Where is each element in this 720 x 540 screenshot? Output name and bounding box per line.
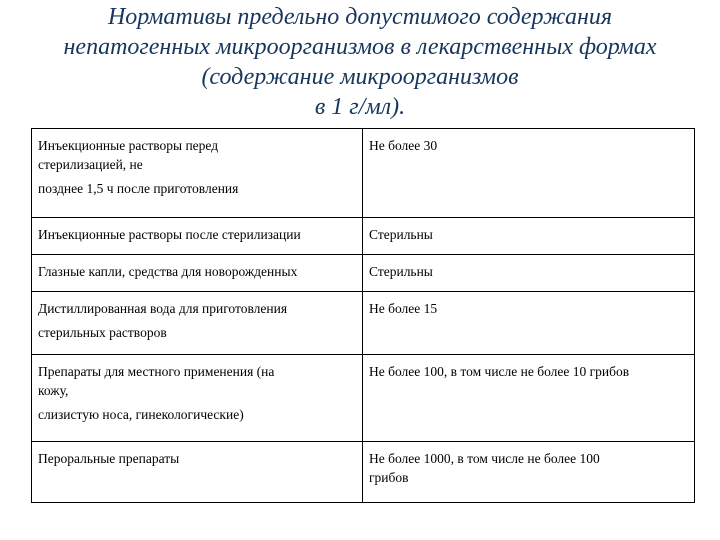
cell-text: стерилизацией, не bbox=[38, 157, 143, 172]
table-row bbox=[32, 218, 695, 255]
page-title bbox=[0, 2, 720, 122]
table-row bbox=[32, 255, 695, 292]
cell-text: Препараты для местного применения (на bbox=[38, 364, 275, 379]
title-line-1: Нормативы предельно допустимого содержания bbox=[107, 4, 613, 30]
cell-text: слизистую носа, гинекологические) bbox=[38, 407, 244, 422]
norms-table bbox=[31, 128, 695, 503]
cell-text: позднее 1,5 ч после приготовления bbox=[38, 181, 239, 196]
cell-text: Не более 100, в том числе не более 10 грибов bbox=[369, 364, 630, 379]
cell-text: Дистиллированная вода для приготовления bbox=[38, 301, 288, 316]
cell-text: Инъекционные растворы после стерилизации bbox=[38, 227, 301, 242]
dosage-form-cell bbox=[32, 442, 363, 503]
cell-text: Глазные капли, средства для новорожденных bbox=[38, 264, 298, 279]
title-line-3: (содержание микроорганизмов bbox=[201, 64, 519, 90]
norm-cell bbox=[363, 292, 695, 355]
cell-text: Стерильны bbox=[369, 227, 433, 242]
table-row bbox=[32, 355, 695, 442]
norm-cell bbox=[363, 442, 695, 503]
cell-text: Не более 1000, в том числе не более 100 bbox=[369, 451, 600, 466]
title-line-4: в 1 г/мл). bbox=[314, 94, 406, 120]
dosage-form-cell bbox=[32, 129, 363, 218]
cell-text: Не более 30 bbox=[369, 138, 438, 153]
norm-cell bbox=[363, 355, 695, 442]
dosage-form-cell bbox=[32, 218, 363, 255]
cell-text: кожу, bbox=[38, 383, 69, 398]
cell-text: стерильных растворов bbox=[38, 325, 167, 340]
dosage-form-cell bbox=[32, 355, 363, 442]
norm-cell bbox=[363, 255, 695, 292]
dosage-form-cell bbox=[32, 292, 363, 355]
dosage-form-cell bbox=[32, 255, 363, 292]
cell-text: Инъекционные растворы перед bbox=[38, 138, 219, 153]
cell-text: Не более 15 bbox=[369, 301, 438, 316]
table-row bbox=[32, 129, 695, 218]
norm-cell bbox=[363, 129, 695, 218]
cell-text: Стерильны bbox=[369, 264, 433, 279]
table-row bbox=[32, 292, 695, 355]
title-line-2: непатогенных микроорганизмов в лекарственных формах bbox=[63, 34, 657, 60]
table-row bbox=[32, 442, 695, 503]
cell-text: Пероральные препараты bbox=[38, 451, 180, 466]
norm-cell bbox=[363, 218, 695, 255]
cell-text: грибов bbox=[369, 470, 409, 485]
